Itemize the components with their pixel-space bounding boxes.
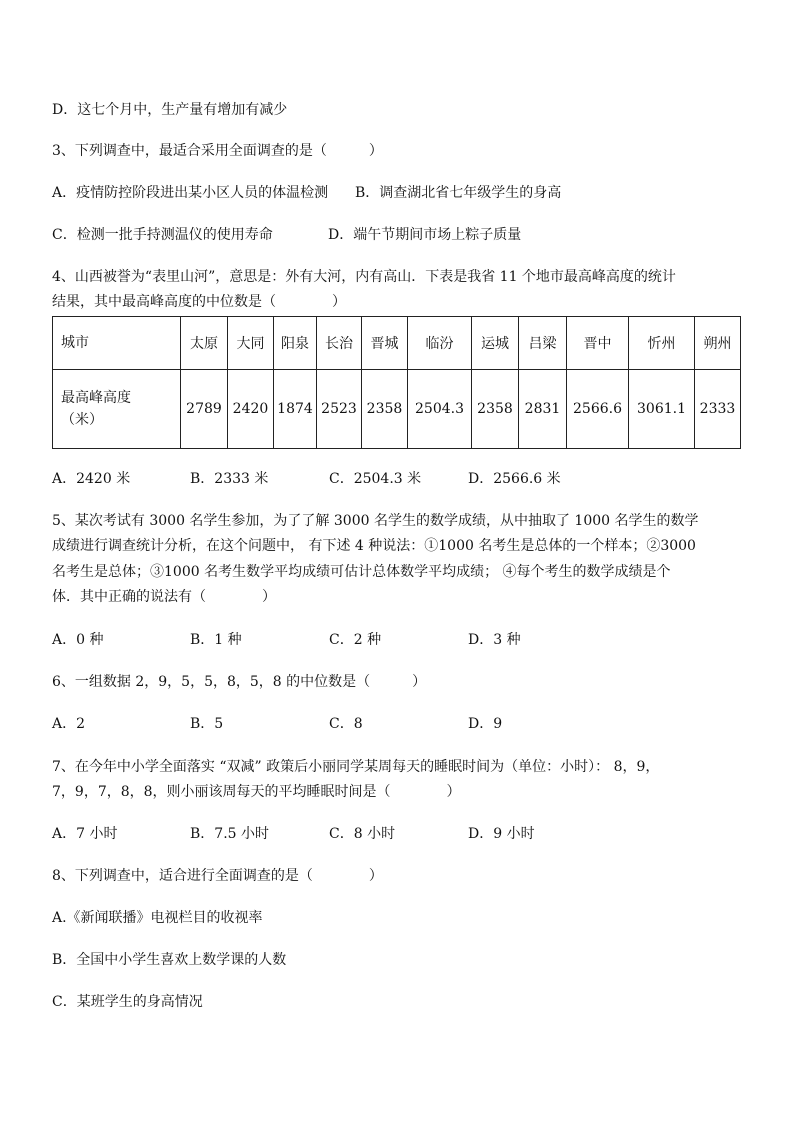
table-height-cell: 1874 [274,370,317,449]
q5-option-b: B．1 种 [190,632,242,648]
table-city-cell: 朔州 [695,317,741,370]
table-city-cell: 大同 [228,317,274,370]
table-header-label: 城市 [53,317,181,370]
table-city-cell: 运城 [472,317,519,370]
table-height-cell: 2789 [181,370,228,449]
table-city-cell: 长治 [317,317,362,370]
q6-option-b: B．5 [190,716,224,732]
table-height-cell: 3061.1 [629,370,695,449]
question-5-stem-line-1: 5、某次考试有 3000 名学生参加，为了了解 3000 名学生的数学成绩，从中抽取了 1000 名学生的数学 [52,513,699,529]
q4-option-b: B．2333 米 [190,471,269,487]
question-8-option-a: A.《新闻联播》电视栏目的收视率 [52,910,263,926]
table-height-row [53,370,741,449]
q3-option-b: B．调查湖北省七年级学生的身高 [355,185,562,201]
q5-option-d: D．3 种 [468,632,521,648]
table-height-cell: 2504.3 [408,370,472,449]
table-row-label-line-2: （米） [61,412,103,428]
question-6-stem: 6、一组数据 2，9，5，5，8，5，8 的中位数是（ ） [52,674,427,690]
table-height-cell: 2358 [362,370,408,449]
table-city-cell: 临汾 [408,317,472,370]
q4-option-d: D．2566.6 米 [468,471,561,487]
table-row-label [53,370,181,449]
line-q2-option-d: D．这七个月中，生产量有增加有减少 [52,102,288,118]
q5-option-a: A．0 种 [52,632,104,648]
q4-option-a: A．2420 米 [52,471,131,487]
table-height-cell: 2831 [519,370,567,449]
question-3-stem: 3、下列调查中，最适合采用全面调查的是（ ） [52,143,383,159]
q4-data-table [52,316,741,449]
table-city-cell: 吕梁 [519,317,567,370]
q6-option-a: A．2 [52,716,86,732]
table-city-cell: 阳泉 [274,317,317,370]
question-7-stem-line-1: 7、在今年中小学全面落实 “双减” 政策后小丽同学某周每天的睡眠时间为（单位：小时）： 8，9， [52,759,660,775]
question-7-stem-line-2: 7，9，7，8，8，则小丽该周每天的平均睡眠时间是（ ） [52,784,461,800]
question-4-stem-line-1: 4、山西被誉为“表里山河”，意思是：外有大河，内有高山．下表是我省 11 个地市最高峰高度的统计 [52,269,676,285]
question-5-stem-line-3: 名考生是总体；③1000 名考生数学平均成绩可估计总体数学平均成绩； ④每个考生的数学成绩是个 [52,564,671,580]
q3-option-d: D．端午节期间市场上粽子质量 [328,227,522,243]
table-height-cell: 2420 [228,370,274,449]
question-5-stem-line-4: 体．其中正确的说法有（ ） [52,589,276,605]
question-4-stem-line-2: 结果，其中最高峰高度的中位数是（ ） [52,294,346,310]
q6-option-c: C．8 [329,716,363,732]
q7-option-a: A．7 小时 [52,826,118,842]
question-8-option-b: B．全国中小学生喜欢上数学课的人数 [52,952,287,968]
q3-option-c: C．检测一批手持测温仪的使用寿命 [52,227,273,243]
table-height-cell: 2523 [317,370,362,449]
q6-option-d: D．9 [468,716,503,732]
table-city-cell: 太原 [181,317,228,370]
q7-option-b: B．7.5 小时 [190,826,270,842]
question-8-option-c: C．某班学生的身高情况 [52,994,203,1010]
q7-option-c: C．8 小时 [329,826,396,842]
table-city-cell: 晋城 [362,317,408,370]
table-row-label-line-1: 最高峰高度 [61,390,131,406]
q7-option-d: D．9 小时 [468,826,535,842]
q5-option-c: C．2 种 [329,632,382,648]
table-height-cell: 2333 [695,370,741,449]
q3-option-a: A．疫情防控阶段进出某小区人员的体温检测 [52,185,329,201]
q4-option-c: C．2504.3 米 [329,471,422,487]
table-height-cell: 2358 [472,370,519,449]
table-height-cell: 2566.6 [567,370,629,449]
question-8-stem: 8、下列调查中，适合进行全面调查的是（ ） [52,868,383,884]
table-city-cell: 忻州 [629,317,695,370]
table-header-row [53,317,741,370]
table-city-cell: 晋中 [567,317,629,370]
question-5-stem-line-2: 成绩进行调查统计分析，在这个问题中， 有下述 4 种说法：①1000 名考生是总体的一个样本；②3000 [52,538,696,554]
